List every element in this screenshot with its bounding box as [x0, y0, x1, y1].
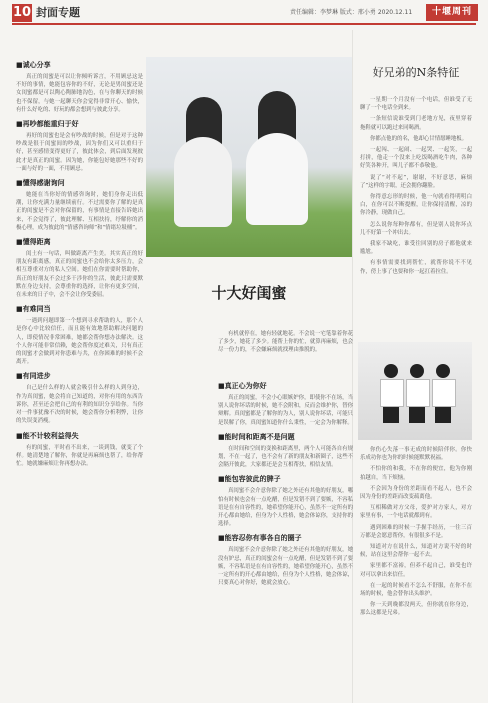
body-paragraph: 真正的闺蜜，不会小心眼嫉妒你，即使你不在场，当别人说你坏话的时候，她不会附和，反而会维护你，替你辩解。真闺蜜都是了解你的为人，别人说你坏话，可能只是误解了你，真闺蜜知道你什么秉性，一定会为你解释。 — [218, 395, 353, 426]
body-paragraph: 真正的闺蜜是可以让你倾听诉言，不用顾忌这是不好的事情，她能包容你的不好，无论是男闺蜜还是女闺蜜都是可以陶心陶肺地沟色，在与你聊天的时候也不保留，与她一起聊天你会觉得非常开心、愉快，有什么好吃的、好玩的都会想到与彼此分享。 — [16, 74, 143, 113]
section-title: 封面专题 — [36, 6, 80, 19]
page-number: 10 — [12, 5, 32, 20]
body-paragraph: 一条短信说谁受到门老地方见，夜里穿着拖鞋就可以跑过来同喝酒。 — [360, 116, 472, 131]
body-paragraph: 你伤心失落一事无成的时候陪伴你。你快乐成功你也为你的时候能默默祝福。 — [360, 447, 472, 462]
body-paragraph: 真闺蜜不会介意你除了她之外还有其他的好朋友，哪怕有时候也会有一点吃醋，但是发错不到了要嫉，不容私语是在有自容性的，她希望你能开心，虽然不一定所有的开心都由她给，但身为个人性格，她会体谅你，支持你的选择。 — [218, 488, 353, 528]
body-paragraph: 你一天到晚都没两天，但你就在你身边，那么这都是兄弟。 — [360, 602, 472, 617]
page-header — [0, 0, 488, 30]
person-figure — [406, 364, 428, 422]
right-title: 好兄弟的N条特征 — [372, 66, 460, 79]
body-paragraph: 知道对方在说什么，知道对方说不好的时候，站在这里会帮你一起不去。 — [360, 544, 472, 559]
middle-top-text — [218, 330, 353, 358]
section-heading: ■再吵都能重归于好 — [16, 120, 79, 129]
left-column — [16, 55, 143, 471]
section-heading: ■真正心为你好 — [218, 382, 267, 390]
body-paragraph: 说了“对不起”，谢谢，不好意思，麻烦了”这样的字眼，还会拥你翻脸。 — [360, 174, 472, 189]
body-paragraph: 在一起的时候看不怎么不舒服，在你不在场的时候，他会替你出头维护。 — [360, 582, 472, 598]
section-heading: ■懂得距离 — [16, 238, 51, 247]
right-column-top — [360, 96, 472, 279]
feature-headline: 十大好闺蜜 — [211, 284, 287, 302]
section-heading: ■能不计较利益得失 — [16, 431, 79, 440]
body-paragraph: 怎么说你每种你都有，但是别人说你坏点儿不好第一个冲出去。 — [360, 221, 472, 236]
girl-figure-left-body — [174, 137, 232, 227]
right-column-bottom — [360, 446, 472, 621]
body-paragraph: 有事情需要找到帮忙，就帮你说不不见作，傍上事了也要和你一起扛着拉住。 — [360, 260, 472, 275]
section-heading: ■懂得感谢询问 — [16, 179, 65, 188]
credits: 责任编辑：李梦琳 版式：邢小勇 2020.12.11 — [290, 9, 413, 16]
section-heading: ■能容忍你有事各自的圈子 — [218, 534, 302, 543]
body-paragraph: 再好的闺蜜也是会有吵战的时候，但是对于这种吵战是很于闺蜜间的吵战，因为你们又可以重归于好，甚至感情变得更好了，彼此体会，到后面发现彼此才是真正的闺蜜。因为她，你能包好她那些不好的一面与好的一面，不用顾忌。 — [16, 133, 143, 172]
section-heading: ■有难同当 — [16, 305, 51, 314]
body-paragraph: 遇到困难的时候一手握手经历，一往三百万都是会愿意帮你，有很很多不是。 — [360, 524, 472, 539]
section-heading: ■诚心分享 — [16, 61, 51, 69]
body-paragraph: 有机就停在，她有轻就地花。不会说一宅笔靠着你花了多少，她花了多少。能帮上你的忙，就算再麻烦，也会尽一份力的，不会嫌麻烦就找理由推脱的。 — [218, 331, 353, 354]
body-paragraph: 不会因为身份的差距而看不起人，也不会因为身份的差距而改变疏离他。 — [360, 485, 472, 501]
body-paragraph: 我家不缺吃，谁受往回别的房子都他就来尴尬。 — [360, 241, 472, 256]
body-paragraph: 她能在当你好的情感咨询时，她们身你走出低潮，让你充满力量继续前行。不过需要你了解的是真正的闺蜜是不会对你保留的，有事情是直接告诉她出来，不会觉得了，彼此理解、互相扶持，纾解你的消极心理，成为彼此的“情感咨询师”和“情绪垃圾桶”。 — [16, 192, 143, 231]
girl-figure-right-body — [246, 133, 308, 225]
body-paragraph: 家里都不富裕，但养不起自己，谁受也许对可以拿出来信任。 — [360, 563, 472, 578]
section-heading: ■能时间和距离不是问题 — [218, 432, 295, 441]
body-paragraph: 互相稀做对方父母，爱护对方家人，对方家里有事，一个电话就都到有。 — [360, 505, 472, 520]
body-paragraph: 闺土有一句话，叫做距离产生美。其实真正的好朋友有距离感，真正的闺蜜也不会给你太多压力，会相互尊重对方的私人空间。她们在你需要时帮助你，真正的好朋友不会过多干涉你的生活，彼此只需要默默在身边支持，会尊重你的选择，让你有更多空间，在未来的日子中，会不会让你受委屈。 — [16, 251, 143, 299]
middle-column — [218, 376, 353, 590]
person-figure — [380, 364, 402, 422]
body-paragraph: 你都点他的的名，他却心甘情愿睡地板。 — [370, 135, 468, 142]
section-heading: ■能包容彼此的脾子 — [218, 475, 281, 484]
body-paragraph: 有的闺蜜，平时看不出来，一谈到钱，就变了个样。她清楚地了解你，你就是再麻烦也帮了，给你帮忙。她就嫌麻烦让你再想办法。 — [16, 444, 143, 467]
person-figure — [432, 364, 454, 422]
body-paragraph: 一遇到问题即第一个想到寻求帮助的人，那个人是你心中比较信任，而且能有效地帮助解决问题的人，即使情况非常困难，她都会帮你想办法解决。这个人你可能非常信赖，她会帮你度过难关，只有真正的闺蜜才会做到对你患难与共，在你困难的时候不会离开。 — [16, 318, 143, 366]
body-paragraph: 自己是什么样的人就会吸引什么样的人到身边，作为真闺蜜，她会将自己知道的，对你有用的东西告诉你，甚至还会把自己的有利的知识分享给你。当你对一件事犹豫不决的时候，她会帮你分析利弊，让你的失误变消瘦。 — [16, 385, 143, 425]
body-paragraph: 不怕你的和我，不在你的便宜，他为你刚拍越自，当下烦恼。 — [360, 466, 472, 481]
body-paragraph: 在时间和空间的变换和距离里，两个人可能各自有规划，不在一起了，也不会有了新的朋友和新圈子，这些不会隔开彼此，大家都还是会互相帮扶，相信友情。 — [218, 445, 353, 469]
body-paragraph: 你得意忘形的时候，他一句就看得明明白白，在你可以不断提醒，让你保持清醒，凉的你冷静，现做自己。 — [360, 194, 472, 217]
column-divider — [352, 30, 353, 703]
body-paragraph: 一起闯、一起闹、一起哭、一起笑，一起打拼，他走一个没来上吃饭喝酒吃牛肉，各种好笑各种开，叫儿子都不恭敬他。 — [360, 147, 472, 170]
brand-logo: 十堰周刊 — [426, 4, 478, 21]
body-paragraph: 真闺蜜不会介意你除了她之外还有其他的好朋友，她没有妒忌，真正的闺蜜会有一点吃醋，但是发错不到了要嫉，不容私语是在有自容性的，她希望你能开心，虽然不一定所有的开心都由她给，但身为个人性格，她会体谅，只要真心对你好，她就会放心。 — [218, 547, 353, 587]
section-heading: ■有同进步 — [16, 372, 51, 381]
cover-photo — [146, 57, 352, 257]
body-paragraph: 一星期一个月没有一个电话，但谁受了无聊了一个电话全到来。 — [360, 97, 472, 112]
band-photo — [358, 342, 472, 440]
